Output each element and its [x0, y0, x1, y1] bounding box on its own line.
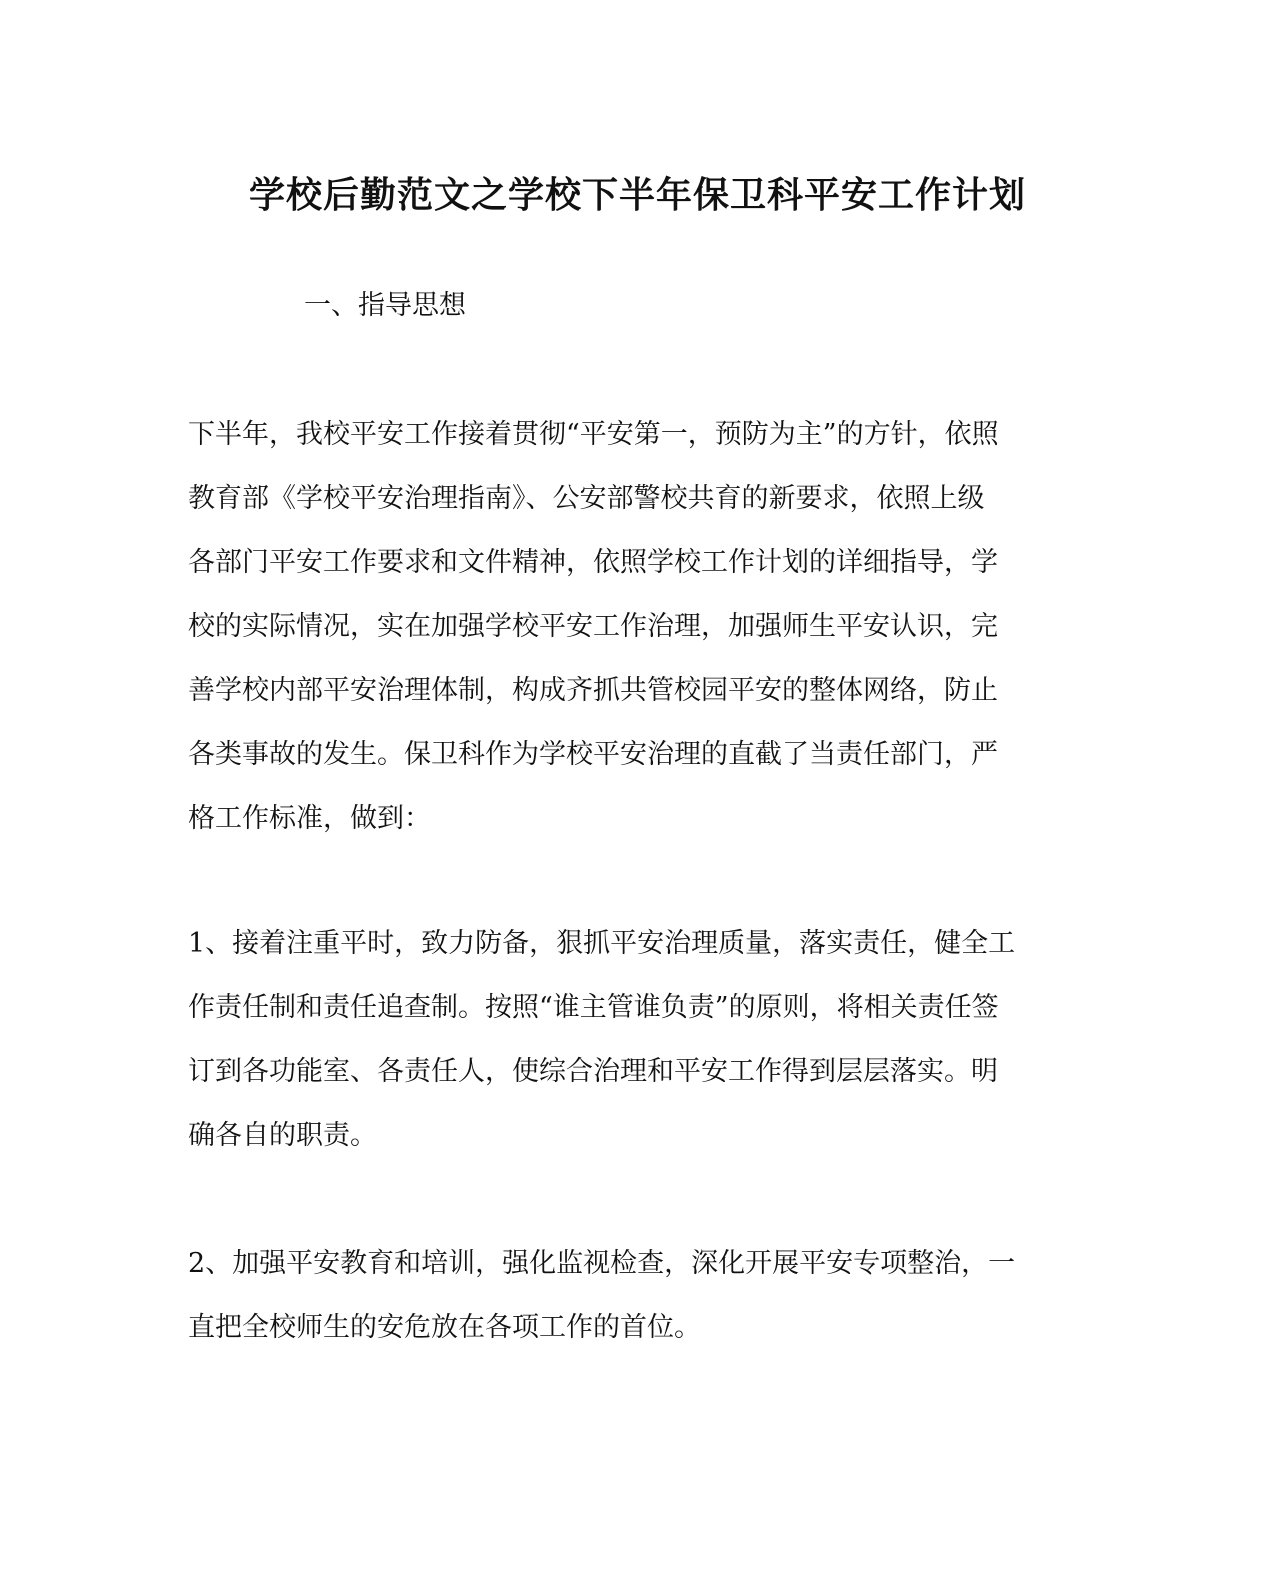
paragraph-line: 1、接着注重平时，致力防备，狠抓平安治理质量，落实责任，健全工	[188, 928, 1016, 959]
paragraph-line: 直把全校师生的安危放在各项工作的首位。	[188, 1312, 701, 1343]
document-title: 学校后勤范文之学校下半年保卫科平安工作计划	[248, 174, 1026, 216]
paragraph-line: 格工作标准，做到：	[188, 803, 431, 834]
paragraph-item-1	[188, 912, 1068, 1168]
paragraph-line: 各部门平安工作要求和文件精神，依照学校工作计划的详细指导，学	[188, 547, 998, 578]
paragraph-line: 校的实际情况，实在加强学校平安工作治理，加强师生平安认识，完	[188, 611, 998, 642]
paragraph-line: 各类事故的发生。保卫科作为学校平安治理的直截了当责任部门，严	[188, 739, 998, 770]
paragraph-item-2	[188, 1232, 1068, 1360]
paragraph-line: 作责任制和责任追查制。按照“谁主管谁负责”的原则，将相关责任签	[188, 992, 999, 1023]
section-heading: 一、指导思想	[304, 290, 466, 321]
paragraph-line: 确各自的职责。	[188, 1120, 377, 1151]
paragraph-guiding-principle	[188, 403, 1068, 851]
paragraph-line: 教育部《学校平安治理指南》、公安部警校共育的新要求，依照上级	[188, 483, 985, 514]
paragraph-line: 2、加强平安教育和培训，强化监视检查，深化开展平安专项整治，一	[188, 1248, 1016, 1279]
paragraph-line: 下半年，我校平安工作接着贯彻“平安第一，预防为主”的方针，依照	[188, 419, 999, 450]
paragraph-line: 善学校内部平安治理体制，构成齐抓共管校园平安的整体网络，防止	[188, 675, 998, 706]
paragraph-line: 订到各功能室、各责任人，使综合治理和平安工作得到层层落实。明	[188, 1056, 998, 1087]
